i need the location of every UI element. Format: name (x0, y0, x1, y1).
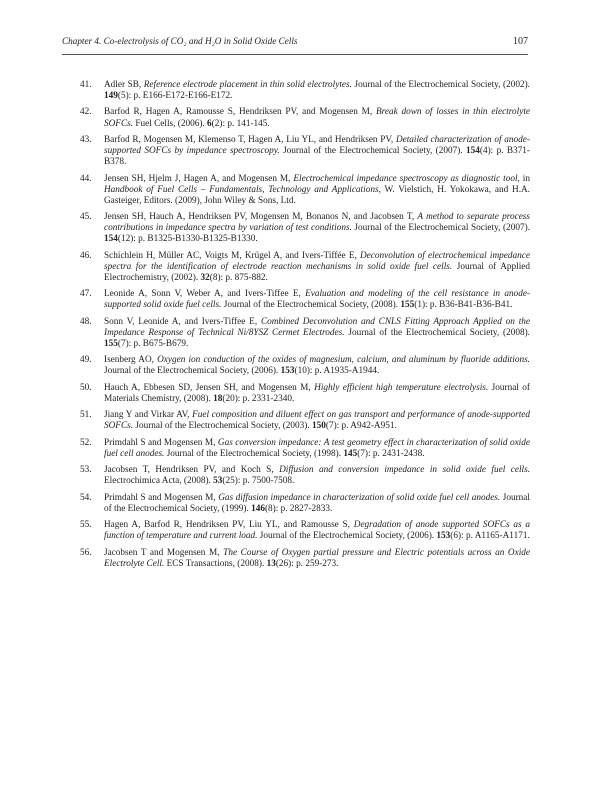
reference-volume: 154 (465, 146, 480, 157)
reference-title: Fuel composition and diluent effect on gas transport and performance of anode-supported SOFCs. (104, 410, 530, 432)
reference-item (80, 317, 530, 350)
reference-volume: 6 (207, 118, 212, 129)
reference-segment: Journal of the Electrochemical Society, (2006). (104, 366, 281, 377)
reference-title: Evaluation and modeling of the cell resistance in anode-supported solid oxide fuel cells. (104, 289, 531, 311)
reference-title: Combined Deconvolution and CNLS Fitting Approach Applied on the Impedance Response of Technical Ni/8YSZ Cermet Electrodes. (104, 316, 530, 338)
reference-segment: (8): p. 875-882. (209, 272, 268, 283)
reference-number: 46. (80, 250, 92, 261)
reference-title: Degradation of anode supported SOFCs as a function of temperature and current load. (104, 520, 530, 542)
reference-item (80, 493, 530, 515)
reference-title: Reference electrode placement in thin solid electrolytes. (143, 80, 352, 90)
reference-segment: , W. Vielstich, H. Yokokawa, and H.A. Gasteiger, Editors. (2009), John Wiley & Sons, Ltd. (104, 184, 530, 206)
reference-segment: Fuel Cells, (2006). (133, 118, 208, 129)
reference-item (80, 548, 530, 570)
reference-item (80, 251, 530, 284)
page-header (62, 36, 528, 50)
reference-number: 56. (80, 547, 92, 558)
reference-title: Oxygen ion conduction of the oxides of magnesium, calcium, and aluminum by fluoride additions. (157, 355, 530, 366)
reference-text (104, 251, 530, 284)
reference-text (104, 174, 530, 207)
reference-segment: Jiang Y and Virkar AV, (104, 410, 193, 421)
reference-segment: (12): p. B1325-B1330-B1325-B1330. (117, 234, 258, 245)
reference-title: Deconvolution of electrochemical impedance spectra for the identification of electrode reaction mechanisms in solid oxide fuel cells. (104, 250, 531, 272)
reference-segment: , in (517, 173, 530, 184)
reference-segment: Isenberg AO, (104, 355, 158, 366)
reference-text (104, 465, 530, 487)
reference-title: Break down of losses in thin electrolyte SOFCs. (104, 107, 531, 129)
reference-item (80, 212, 530, 245)
reference-volume: 149 (104, 91, 118, 102)
reference-segment: (25): p. 7500-7508. (222, 476, 295, 487)
reference-title: Diffusion and conversion impedance in solid oxide fuel cells. (279, 465, 531, 476)
reference-text (104, 80, 530, 102)
reference-number: 47. (80, 289, 92, 300)
reference-title: Electrochemical impedance spectroscopy as diagnostic tool (293, 173, 518, 184)
reference-number: 55. (80, 520, 92, 531)
reference-item (80, 383, 530, 405)
reference-text (104, 520, 530, 542)
reference-segment: Journal of Materials Chemistry, (2008). (104, 382, 531, 404)
reference-item (80, 520, 530, 542)
reference-segment: (4): p. B371-B378. (104, 146, 530, 168)
header-divider (62, 54, 528, 55)
reference-segment: (5): p. E166-E172-E166-E172. (117, 91, 233, 102)
reference-text (104, 135, 530, 168)
reference-segment: ECS Transactions, (2008). (164, 558, 267, 569)
reference-segment: (10): p. A1935-A1944. (294, 366, 380, 377)
reference-segment: Journal of the Electrochemical Society, (2006). (257, 531, 437, 542)
reference-segment: Journal of the Electrochemical Society, (2008). (344, 327, 530, 338)
reference-segment: Jacobsen T, Hendriksen PV, and Koch S, (104, 465, 280, 476)
reference-list (80, 80, 530, 575)
reference-segment: Leonide A, Sonn V, Weber A, and Ivers-Tiffee E, (104, 289, 306, 300)
reference-segment: Journal of the Electrochemical Society, (2003). (133, 421, 312, 432)
reference-segment: (7): p. B675-B679. (117, 338, 189, 349)
reference-volume: 145 (343, 448, 358, 459)
reference-segment: Journal of the Electrochemical Society, (2007). (351, 223, 530, 234)
reference-text (104, 212, 530, 245)
reference-item (80, 80, 530, 102)
reference-item (80, 107, 530, 129)
reference-number: 41. (80, 80, 92, 90)
reference-segment: Barfod R, Mogensen M, Klemenso T, Hagen A, Liu YL, and Hendriksen PV, (104, 134, 396, 145)
reference-volume: 153 (280, 366, 295, 377)
reference-number: 51. (80, 410, 92, 421)
reference-segment: (2): p. 141-145. (211, 118, 270, 129)
reference-segment: Sonn V, Leonide A, and Ivers-Tiffee E, (104, 316, 261, 327)
reference-volume: 18 (213, 393, 223, 404)
reference-segment: (7): p. A942-A951. (325, 421, 397, 432)
reference-segment: Primdahl S and Mogensen M, (104, 492, 219, 503)
reference-segment: Journal of Applied Electrochemistry, (2002). (104, 261, 530, 283)
reference-segment: (20): p. 2331-2340. (222, 393, 295, 404)
reference-title: The Course of Oxygen partial pressure and Electric potentials across an Oxide Electrolyte Cell. (104, 547, 531, 569)
reference-title: Gas conversion impedance: A test geometry effect in characterization of solid oxide fuel cell anodes. (104, 437, 530, 459)
reference-segment: (1): p. B36-B41-B36-B41. (414, 300, 513, 311)
reference-volume: 150 (312, 421, 326, 432)
reference-volume: 153 (436, 531, 451, 542)
reference-title: Detailed characterization of anode-supported SOFCs by impedance spectroscopy. (104, 134, 530, 157)
reference-segment: (6): p. A1165-A1171. (450, 531, 530, 542)
reference-title: A method to separate process contributions in impedance spectra by variation of test conditions. (104, 212, 530, 234)
reference-number: 44. (80, 173, 92, 184)
reference-segment: Jensen SH, Hauch A, Hendriksen PV, Mogensen M, Bonanos N, and Jacobsen T, (104, 212, 418, 223)
reference-item (80, 410, 530, 432)
reference-item (80, 135, 530, 168)
reference-volume: 155 (104, 338, 118, 349)
reference-segment: Journal of the Electrochemical Society, (2002). (351, 80, 530, 90)
reference-text (104, 289, 530, 311)
reference-segment: Schichlein H, Müller AC, Voigts M, Krügel A, and Ivers-Tiffée E, (104, 250, 360, 261)
reference-segment: Jensen SH, Hjelm J, Hagen A, and Mogensen M, (104, 173, 294, 184)
reference-title: Gas diffusion impedance in characterization of solid oxide fuel cell anodes. (218, 492, 501, 503)
reference-number: 45. (80, 212, 92, 223)
reference-segment: Journal of the Electrochemical Society, (1999). (104, 492, 530, 514)
reference-item (80, 438, 530, 460)
reference-number: 48. (80, 316, 92, 327)
reference-text (104, 410, 530, 432)
reference-volume: 155 (400, 300, 415, 311)
reference-number: 43. (80, 134, 92, 145)
reference-segment: (8): p. 2827-2833. (264, 503, 333, 514)
reference-volume: 13 (266, 558, 276, 569)
reference-segment: (26): p. 259-273. (275, 558, 339, 569)
reference-number: 54. (80, 492, 92, 503)
reference-text (104, 493, 530, 515)
reference-number: 49. (80, 355, 92, 366)
reference-segment: Electrochimica Acta, (2008). (104, 476, 214, 487)
reference-text (104, 383, 530, 405)
reference-item (80, 465, 530, 487)
reference-segment: (7): p. 2431-2438. (357, 448, 425, 459)
reference-number: 53. (80, 465, 92, 476)
reference-title: Highly efficient high temperature electrolysis. (314, 382, 489, 393)
reference-segment: Journal of the Electrochemical Society, (2008). (221, 300, 401, 311)
reference-segment: Adler SB, (104, 80, 144, 90)
reference-segment: Journal of the Electrochemical Society, (2007). (279, 146, 466, 157)
page-number: 107 (513, 36, 528, 47)
reference-number: 52. (80, 437, 92, 448)
reference-segment: Hagen A, Barfod R, Hendriksen PV, Liu YL, and Ramousse S, (104, 520, 354, 531)
reference-text (104, 355, 530, 377)
reference-text (104, 548, 530, 570)
reference-volume: 154 (104, 234, 118, 245)
reference-segment: Barfod R, Hagen A, Ramousse S, Hendriksen PV, and Mogensen M, (104, 107, 376, 118)
reference-item (80, 174, 530, 207)
reference-number: 42. (80, 107, 92, 118)
reference-volume: 32 (200, 272, 210, 283)
reference-segment: Hauch A, Ebbesen SD, Jensen SH, and Mogensen M, (104, 382, 315, 393)
reference-number: 50. (80, 382, 92, 393)
reference-text (104, 107, 530, 129)
reference-segment: Primdahl S and Mogensen M, (104, 437, 218, 448)
reference-segment: Journal of the Electrochemical Society, (1998). (164, 448, 344, 459)
reference-volume: 53 (213, 476, 223, 487)
reference-segment: Jacobsen T and Mogensen M, (104, 547, 224, 558)
chapter-title: Chapter 4. Co-electrolysis of CO₂ and H₂O in Solid Oxide Cells (62, 36, 298, 46)
reference-volume: 146 (251, 503, 265, 514)
reference-item (80, 355, 530, 377)
reference-item (80, 289, 530, 311)
reference-text (104, 438, 530, 460)
reference-title: Handbook of Fuel Cells – Fundamentals, Technology and Applications (104, 184, 379, 195)
reference-text (104, 317, 530, 350)
